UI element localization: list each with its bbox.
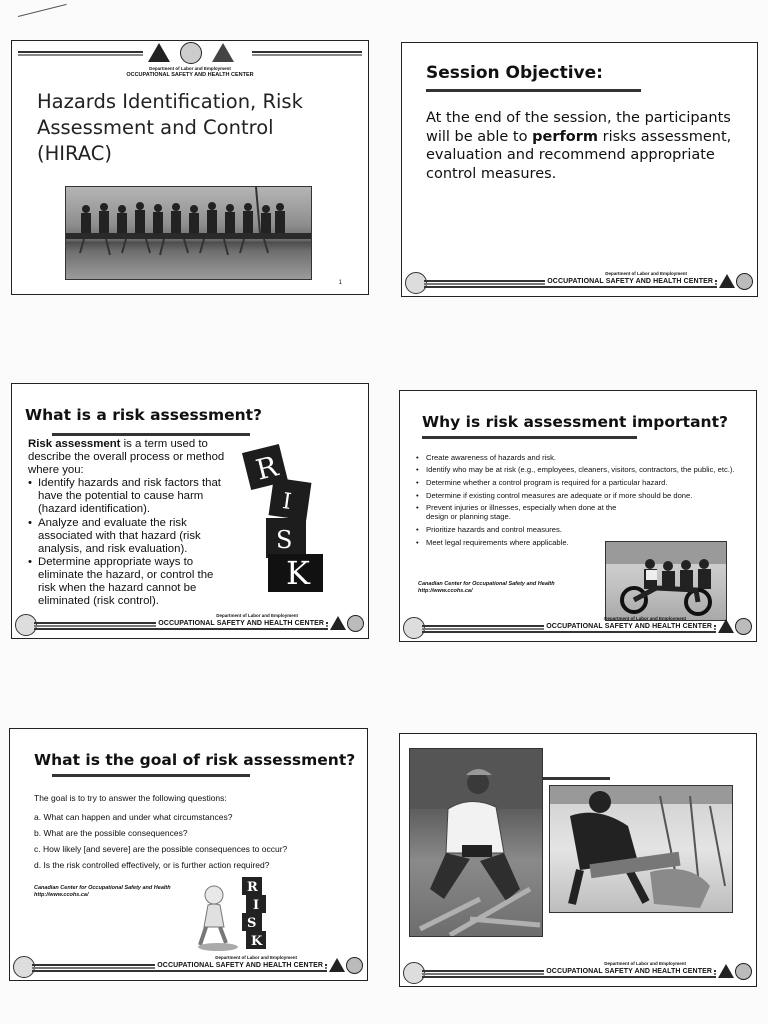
risk-cubes-image (236, 442, 346, 602)
footer-dole-logo (329, 958, 345, 972)
slide-title-text: What is a risk assessment? (25, 406, 263, 424)
header-osh: OCCUPATIONAL SAFETY AND HEALTH CENTER (126, 72, 254, 78)
slide-footer (400, 960, 756, 986)
list-item: d. Is the risk controlled effectively, or is further action required? (34, 860, 270, 870)
slide-worker-photos (399, 733, 757, 987)
footer-dept: Department of Labor and Employment (604, 616, 686, 621)
intro-text (28, 438, 233, 477)
list-item: • Identify hazards and risk factors that have the potential to cause harm (hazard identification). (28, 477, 233, 516)
dole-logo (148, 43, 170, 62)
citation-org: Canadian Center for Occupational Safety and Health (418, 581, 555, 587)
slide-title-text: What is the goal of risk assessment? (34, 751, 356, 769)
list-item: • Determine whether a control program is required for a particular hazard. (416, 477, 746, 488)
cube-letter: S (276, 526, 293, 554)
cube-letter: R (247, 880, 258, 895)
footer-osh: OCCUPATIONAL SAFETY AND HEALTH CENTER (157, 962, 323, 969)
footer-seal-right (735, 963, 752, 980)
list-item: • Determine appropriate ways to eliminate the hazard, or control the risk when the hazard cannot be eliminated (risk control). (28, 556, 233, 608)
question-list (34, 809, 359, 873)
title-underline (422, 436, 637, 439)
footer-seal-right (735, 618, 752, 635)
cube-letter: K (251, 934, 263, 949)
intro-rest: is a term used to describe the overall process or method where you: (28, 438, 225, 477)
list-item: • Create awareness of hazards and risk. (416, 452, 746, 463)
title-underline (52, 433, 250, 436)
cube-letter: S (247, 916, 257, 931)
footer-dept: Department of Labor and Employment (604, 961, 686, 966)
bullet-list (416, 452, 746, 548)
slide-what-is-risk-assessment (11, 383, 369, 639)
slide-session-objective (401, 42, 758, 297)
slide-footer (400, 615, 756, 641)
photo-divider (540, 777, 610, 780)
footer-dept: Department of Labor and Employment (216, 613, 298, 618)
bullet-list (28, 477, 233, 608)
page-number: 1 (338, 280, 342, 286)
lunch-atop-skyscraper-photo (65, 186, 312, 280)
footer-osh: OCCUPATIONAL SAFETY AND HEALTH CENTER (546, 623, 712, 630)
figure-with-risk-blocks-image (196, 875, 276, 955)
list-item: b. What are the possible consequences? (34, 828, 188, 838)
slide-footer (12, 612, 368, 638)
footer-seal-right (736, 273, 753, 290)
worker-using-saw-photo (549, 785, 733, 913)
cube-letter: K (286, 554, 310, 592)
cube-letter: I (280, 489, 293, 516)
objective-text (426, 109, 736, 183)
citation (34, 885, 171, 899)
footer-dept: Department of Labor and Employment (215, 955, 297, 960)
footer-seal-right (346, 957, 363, 974)
footer-osh: OCCUPATIONAL SAFETY AND HEALTH CENTER (158, 620, 324, 627)
title-underline (52, 774, 250, 777)
title-underline (426, 89, 641, 92)
footer-dole-logo (718, 964, 734, 978)
slide-title (11, 40, 369, 295)
slide-title-text: Why is risk assessment important? (422, 413, 728, 431)
slide-goal-of-risk-assessment (9, 728, 368, 981)
citation (418, 581, 555, 595)
goal-intro: The goal is to try to answer the following questions: (34, 793, 227, 803)
citation-org: Canadian Center for Occupational Safety and Health (34, 885, 171, 891)
oshc-logo (212, 43, 234, 62)
slide-title-text: Hazards Identification, Risk Assessment and Control (HIRAC) (37, 90, 303, 165)
list-item: • Determine if existing control measures are adequate or if more should be done. (416, 490, 746, 501)
objective-text-before: At the end of the session, the participants will be able to (426, 110, 731, 145)
citation-url: http://www.ccohs.ca/ (418, 588, 473, 594)
footer-osh: OCCUPATIONAL SAFETY AND HEALTH CENTER (547, 278, 713, 285)
oshc-seal (180, 42, 202, 64)
list-item: • Meet legal requirements where applicable. (416, 537, 746, 548)
list-item: • Prioritize hazards and control measures. (416, 524, 746, 535)
list-item: • Identify who may be at risk (e.g., employees, cleaners, visitors, contractors, the public, etc.). (416, 465, 746, 475)
footer-dole-logo (718, 619, 734, 633)
footer-seal-right (347, 615, 364, 632)
objective-text-bold: perform (532, 128, 599, 145)
list-item: • Analyze and evaluate the risk associated with that hazard (risk analysis, and risk evaluation). (28, 517, 233, 556)
worker-cutting-wood-photo (409, 748, 543, 937)
footer-osh: OCCUPATIONAL SAFETY AND HEALTH CENTER (546, 968, 712, 975)
slide-footer (10, 954, 367, 980)
cube-letter: I (253, 898, 260, 913)
motorcycle-riders-photo (605, 541, 727, 621)
slide-footer (402, 270, 757, 296)
slide-title-text: Session Objective: (426, 63, 603, 83)
slide3-body (28, 438, 233, 608)
header-dept: Department of Labor and Employment (149, 66, 231, 71)
footer-dept: Department of Labor and Employment (605, 271, 687, 276)
intro-bold: Risk assessment (28, 438, 121, 450)
list-item: • Prevent injuries or illnesses, especially when done at the design or planning stage. (416, 503, 626, 522)
objective-text-after: risks assessment, evaluation and recommend appropriate control measures. (426, 128, 732, 182)
cube-letter: R (252, 449, 282, 487)
list-item: a. What can happen and under what circumstances? (34, 812, 233, 822)
citation-url: http://www.ccohs.ca/ (34, 892, 89, 898)
footer-dole-logo (719, 274, 735, 288)
pen-mark (18, 4, 67, 17)
list-item: c. How likely [and severe] are the possible consequences to occur? (34, 844, 288, 854)
slide-why-risk-assessment-important (399, 390, 757, 642)
footer-dole-logo (330, 616, 346, 630)
